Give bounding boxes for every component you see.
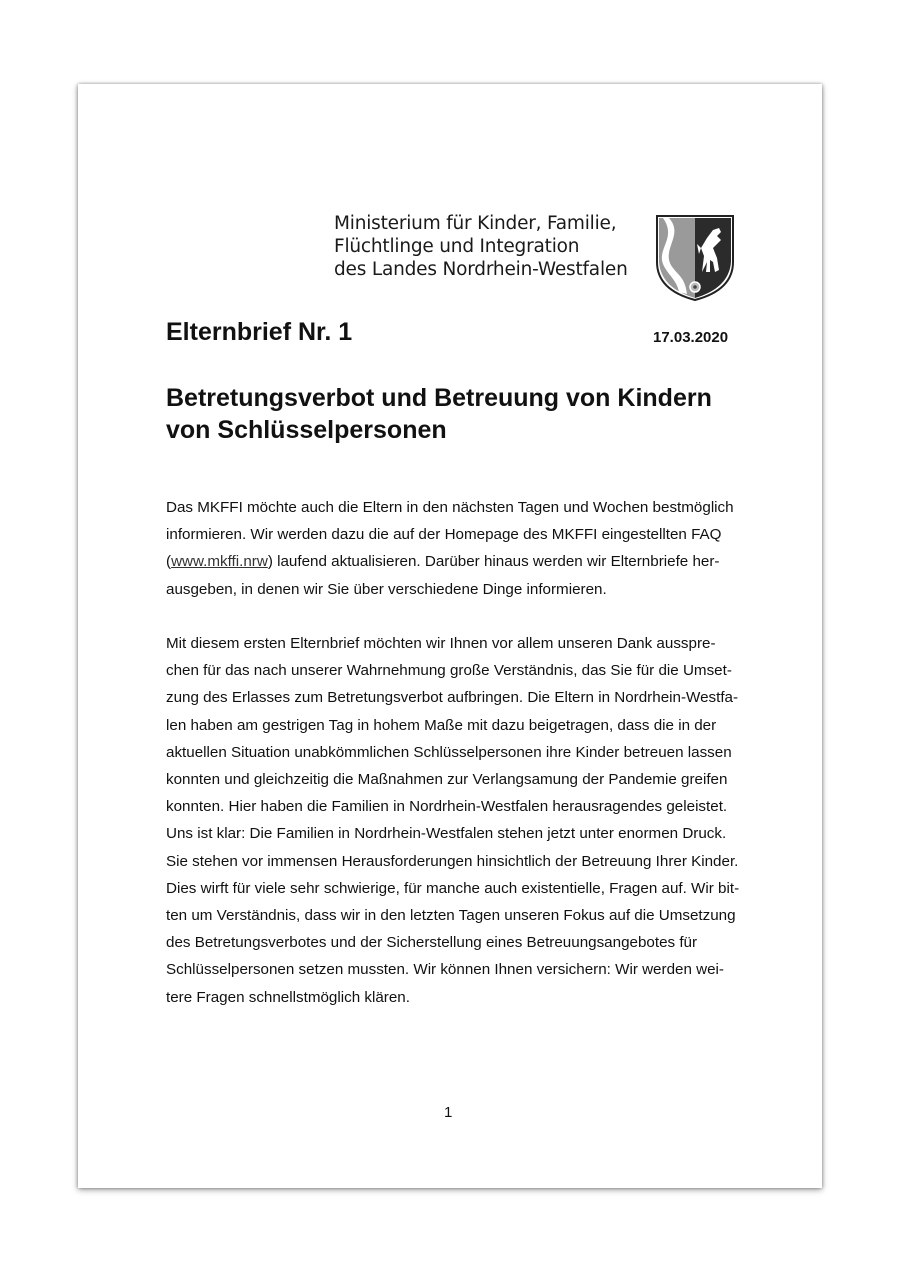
text-line: ten um Verständnis, dass wir in den letzten Tagen unseren Fokus auf die Umsetzung xyxy=(166,907,736,925)
text-line: Uns ist klar: Die Familien in Nordrhein-Westfalen stehen jetzt unter enormen Druck. xyxy=(166,825,727,843)
text-line: zung des Erlasses zum Betretungsverbot aufbringen. Die Eltern in Nordrhein-Westfa- xyxy=(166,689,739,707)
text-line: konnten und gleichzeitig die Maßnahmen zur Verlangsamung der Pandemie greifen xyxy=(166,771,728,789)
text-line: len haben am gestrigen Tag in hohem Maße mit dazu beigetragen, dass die in der xyxy=(166,716,717,734)
text-line: Mit diesem ersten Elternbrief möchten wir Ihnen vor allem unseren Dank ausspre- xyxy=(166,635,716,652)
letter-heading xyxy=(166,382,766,446)
paren-open: ( xyxy=(166,553,172,571)
ministry-line: Flüchtlinge und Integration xyxy=(334,236,580,257)
letter-title: Elternbrief Nr. 1 xyxy=(166,318,353,346)
text-line: ausgeben, in denen wir Sie über verschiedene Dinge informieren. xyxy=(166,580,607,598)
text-line: Das MKFFI möchte auch die Eltern in den nächsten Tagen und Wochen bestmöglich xyxy=(166,499,734,516)
paragraph-thanks xyxy=(166,630,766,1011)
heading-line: von Schlüsselpersonen xyxy=(166,416,447,444)
letter-date: 17.03.2020 xyxy=(653,329,729,346)
paragraph-intro xyxy=(166,494,766,603)
text-line xyxy=(166,548,766,575)
text-line: Schlüsselpersonen setzen mussten. Wir können Ihnen versichern: Wir werden wei- xyxy=(166,961,724,979)
text-line: chen für das nach unserer Wahrnehmung große Verständnis, das Sie für die Umset- xyxy=(166,662,732,680)
text-line: Dies wirft für viele sehr schwierige, für manche auch existentielle, Fragen auf. Wir bit- xyxy=(166,879,740,897)
text-line: Sie stehen vor immensen Herausforderungen hinsichtlich der Betreuung Ihrer Kinder. xyxy=(166,852,739,870)
ministry-line: des Landes Nordrhein-Westfalen xyxy=(334,259,628,280)
mkffi-website-link[interactable]: www.mkffi.nrw xyxy=(171,553,268,571)
heading-line: Betretungsverbot und Betreuung von Kindern xyxy=(166,384,712,412)
text-line: aktuellen Situation unabkömmlichen Schlüsselpersonen ihre Kinder betreuen lassen xyxy=(166,743,732,761)
nrw-coat-of-arms-icon xyxy=(655,214,735,302)
text-line: informieren. Wir werden dazu die auf der Homepage des MKFFI eingestellten FAQ xyxy=(166,526,722,544)
ministry-name xyxy=(334,212,634,281)
ministry-line: Ministerium für Kinder, Familie, xyxy=(334,213,617,234)
page-number: 1 xyxy=(444,1104,453,1121)
text-line: konnten. Hier haben die Familien in Nordrhein-Westfalen herausragendes geleistet. xyxy=(166,798,728,816)
text-segment: ) laufend aktualisieren. Darüber hinaus werden wir Elternbriefe her- xyxy=(267,553,720,571)
text-line: des Betretungsverbotes und der Sicherstellung eines Betreuungsangebotes für xyxy=(166,934,698,952)
text-line: tere Fragen schnellstmöglich klären. xyxy=(166,988,410,1006)
document-page xyxy=(78,84,822,1188)
